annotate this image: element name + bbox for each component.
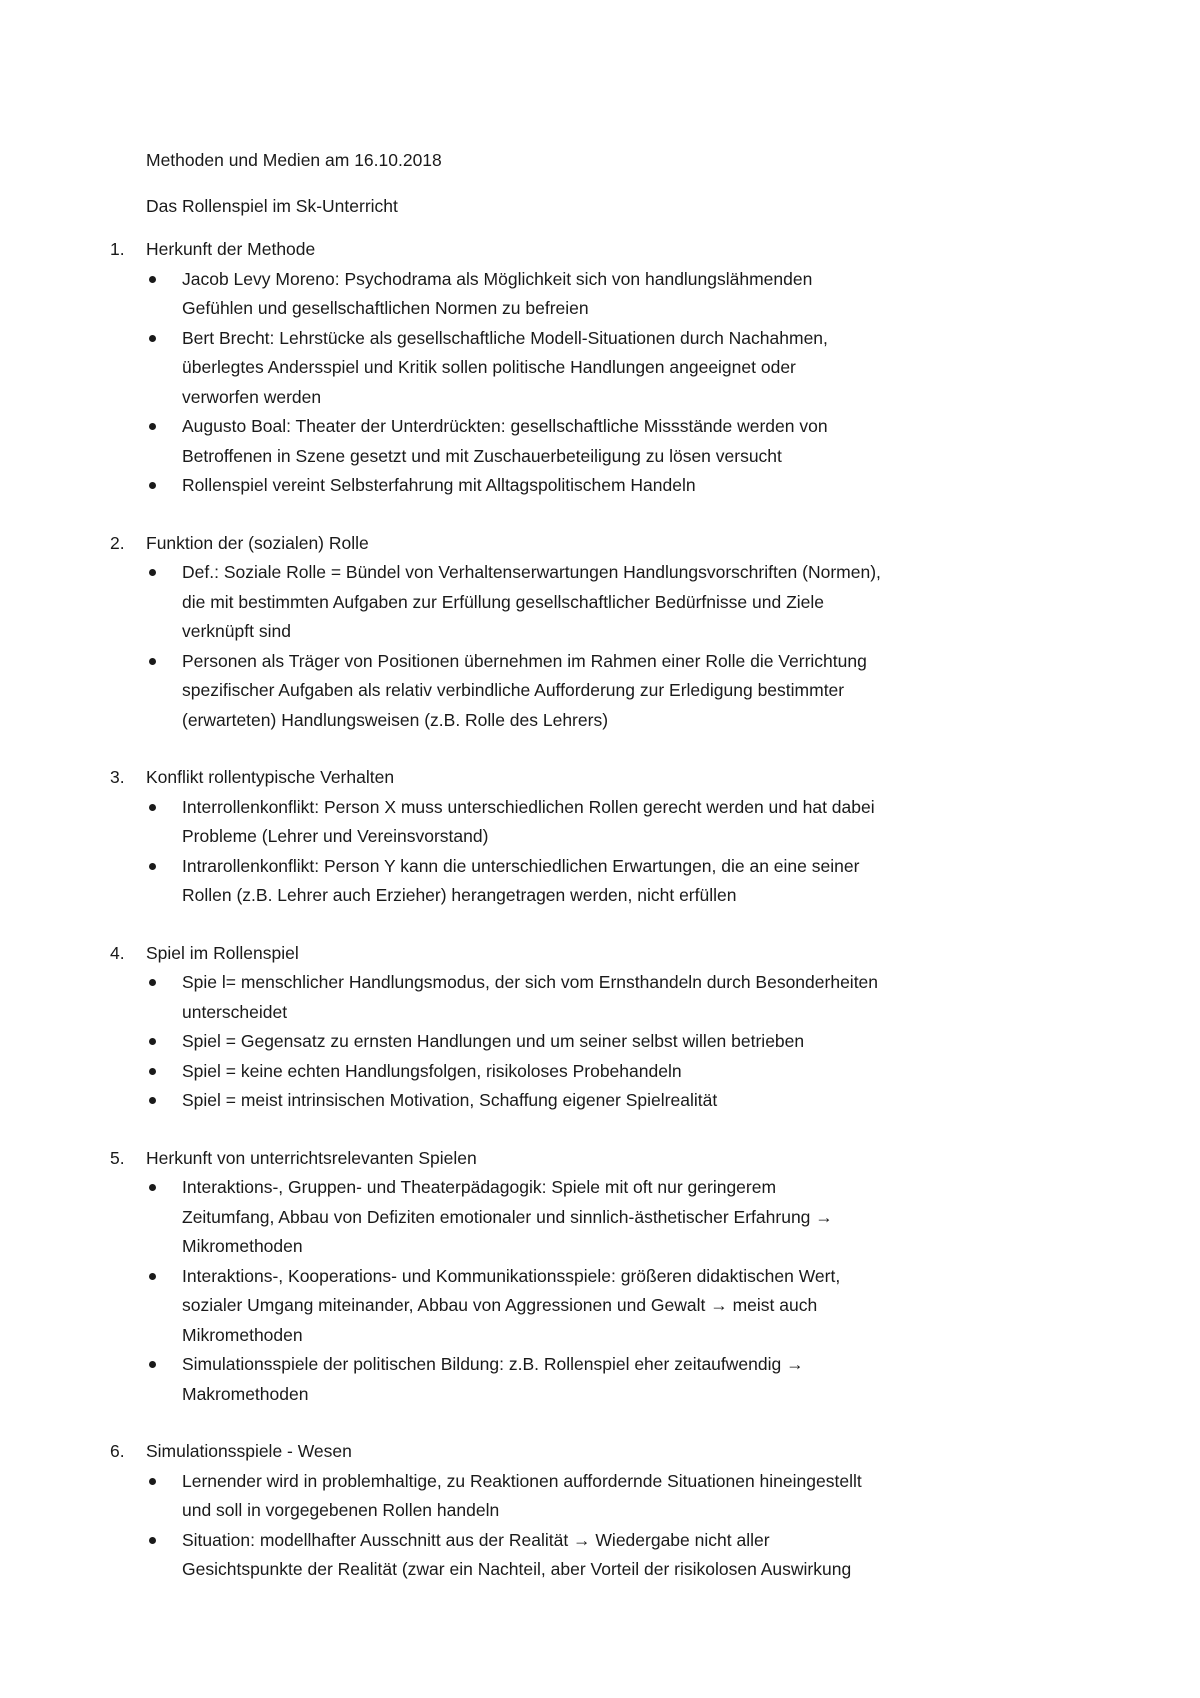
bullet-dot-icon [149,804,156,811]
bullet-dot-icon [149,658,156,665]
bullet-dot-icon [149,1273,156,1280]
bullet-dot-icon [149,979,156,986]
bullet-dot-icon [149,335,156,342]
section-item [110,235,1076,501]
bullet-dot-icon [149,569,156,576]
section-heading [76,763,1076,793]
bullet-item [182,1086,1076,1116]
section-item [110,1144,1076,1410]
bullet-text: Personen als Träger von Positionen übernehmen im Rahmen einer Rolle die Verrichtung spezifischer Aufgaben als relativ verbindliche Aufforderung zur Erledigung bestimmter (erwarteten) Handlungsweisen (z.B. Rolle des Lehrers) [182,650,867,730]
bullet-item [182,471,1076,501]
bullet-text: Jacob Levy Moreno: Psychodrama als Möglichkeit sich von handlungslähmenden Gefühlen und gesellschaftlichen Normen zu befreien [182,268,813,318]
document-title: Methoden und Medien am 16.10.2018 [146,150,442,170]
bullet-dot-icon [149,1537,156,1544]
section-number: 1. [110,239,125,259]
section-item [110,1437,1076,1585]
bullet-item [182,1350,1076,1409]
bullet-dot-icon [149,1038,156,1045]
bullet-item [182,647,1076,736]
section-number: 3. [110,767,125,787]
bullet-text: Spiel = Gegensatz zu ernsten Handlungen und um seiner selbst willen betrieben [182,1031,805,1051]
bullet-text: Spie l= menschlicher Handlungsmodus, der sich vom Ernsthandeln durch Besonderheiten unterscheidet [182,972,879,1022]
bullet-item [182,1173,1076,1262]
bullet-item [182,558,1076,647]
bullet-dot-icon [149,423,156,430]
bullet-text: Interaktions-, Gruppen- und Theaterpädagogik: Spiele mit oft nur geringerem Zeitumfang, Abbau von Defiziten emotionaler und sinnlich-ästhetischer Erfahrung → Mikromethoden [182,1177,833,1256]
bullet-item [182,852,1076,911]
bullet-text: Interaktions-, Kooperations- und Kommunikationsspiele: größeren didaktischen Wert, sozialer Umgang miteinander, Abbau von Aggressionen und Gewalt → meist auch Mikromethoden [182,1265,841,1345]
bullet-list [146,793,1076,911]
bullet-item [182,1467,1076,1526]
bullet-item [182,793,1076,852]
bullet-text: Spiel = meist intrinsischen Motivation, Schaffung eigener Spielrealität [182,1090,718,1110]
bullet-list [146,1467,1076,1585]
section-heading-text: Simulationsspiele - Wesen [146,1441,352,1461]
document-subtitle: Das Rollenspiel im Sk-Unterricht [146,195,398,216]
bullet-text: Bert Brecht: Lehrstücke als gesellschaftliche Modell-Situationen durch Nachahmen, überlegtes Andersspiel und Kritik sollen politische Handlungen angeeignet oder verworfen werden [182,327,828,407]
bullet-item [182,1526,1076,1585]
bullet-item [182,968,1076,1027]
section-item [110,939,1076,1116]
section-number: 5. [110,1147,125,1168]
bullet-text: Situation: modellhafter Ausschnitt aus der Realität → Wiedergabe nicht aller Gesichtspunkte der Realität (zwar ein Nachteil, aber Vorteil der risikolosen Auswirkung [182,1529,852,1579]
document-body [110,146,1076,1613]
section-heading-text: Herkunft der Methode [146,239,316,259]
bullet-dot-icon [149,1184,156,1191]
bullet-list [146,558,1076,735]
bullet-list [146,968,1076,1116]
section-item [110,529,1076,736]
bullet-dot-icon [149,1097,156,1104]
bullet-dot-icon [149,863,156,870]
bullet-list [146,265,1076,501]
bullet-list [146,1173,1076,1409]
section-heading-text: Herkunft von unterrichtsrelevanten Spielen [146,1147,477,1168]
section-number: 2. [110,532,125,553]
bullet-item [182,412,1076,471]
bullet-text: Def.: Soziale Rolle = Bündel von Verhaltenserwartungen Handlungsvorschriften (Normen), die mit bestimmten Aufgaben zur Erfüllung gesellschaftlicher Bedürfnisse und Ziele verknüpft sind [182,562,881,641]
section-list [110,235,1076,1585]
section-heading [76,939,1076,969]
bullet-dot-icon [149,1478,156,1485]
section-heading [76,235,1076,265]
section-heading-text: Funktion der (sozialen) Rolle [146,532,369,553]
section-number: 4. [110,942,125,963]
section-item [110,763,1076,911]
section-heading-text: Spiel im Rollenspiel [146,942,299,963]
bullet-dot-icon [149,1361,156,1368]
bullet-item [182,324,1076,413]
bullet-text: Lernender wird in problemhaltige, zu Reaktionen auffordernde Situationen hineingestellt und soll in vorgegebenen Rollen handeln [182,1470,862,1520]
section-heading [76,1144,1076,1174]
section-heading-text: Konflikt rollentypische Verhalten [146,767,395,787]
section-heading [76,1437,1076,1467]
bullet-text: Simulationsspiele der politischen Bildung: z.B. Rollenspiel eher zeitaufwendig → Makromethoden [182,1354,804,1404]
bullet-dot-icon [149,482,156,489]
bullet-dot-icon [149,1068,156,1075]
section-heading [76,529,1076,559]
section-number: 6. [110,1441,125,1461]
bullet-text: Intrarollenkonflikt: Person Y kann die unterschiedlichen Erwartungen, die an eine seiner Rollen (z.B. Lehrer auch Erzieher) herangetragen werden, nicht erfüllen [182,855,860,905]
bullet-text: Augusto Boal: Theater der Unterdrückten: gesellschaftliche Missstände werden von Betroffenen in Szene gesetzt und mit Zuschauerbeteiligung zu lösen versucht [182,416,828,466]
bullet-item [182,1027,1076,1057]
bullet-item [182,1057,1076,1087]
bullet-text: Spiel = keine echten Handlungsfolgen, risikoloses Probehandeln [182,1060,682,1081]
bullet-text: Rollenspiel vereint Selbsterfahrung mit Alltagspolitischem Handeln [182,475,696,495]
bullet-text: Interrollenkonflikt: Person X muss unterschiedlichen Rollen gerecht werden und hat dabei Probleme (Lehrer und Vereinsvorstand) [182,796,875,846]
bullet-item [182,1262,1076,1351]
bullet-item [182,265,1076,324]
bullet-dot-icon [149,276,156,283]
